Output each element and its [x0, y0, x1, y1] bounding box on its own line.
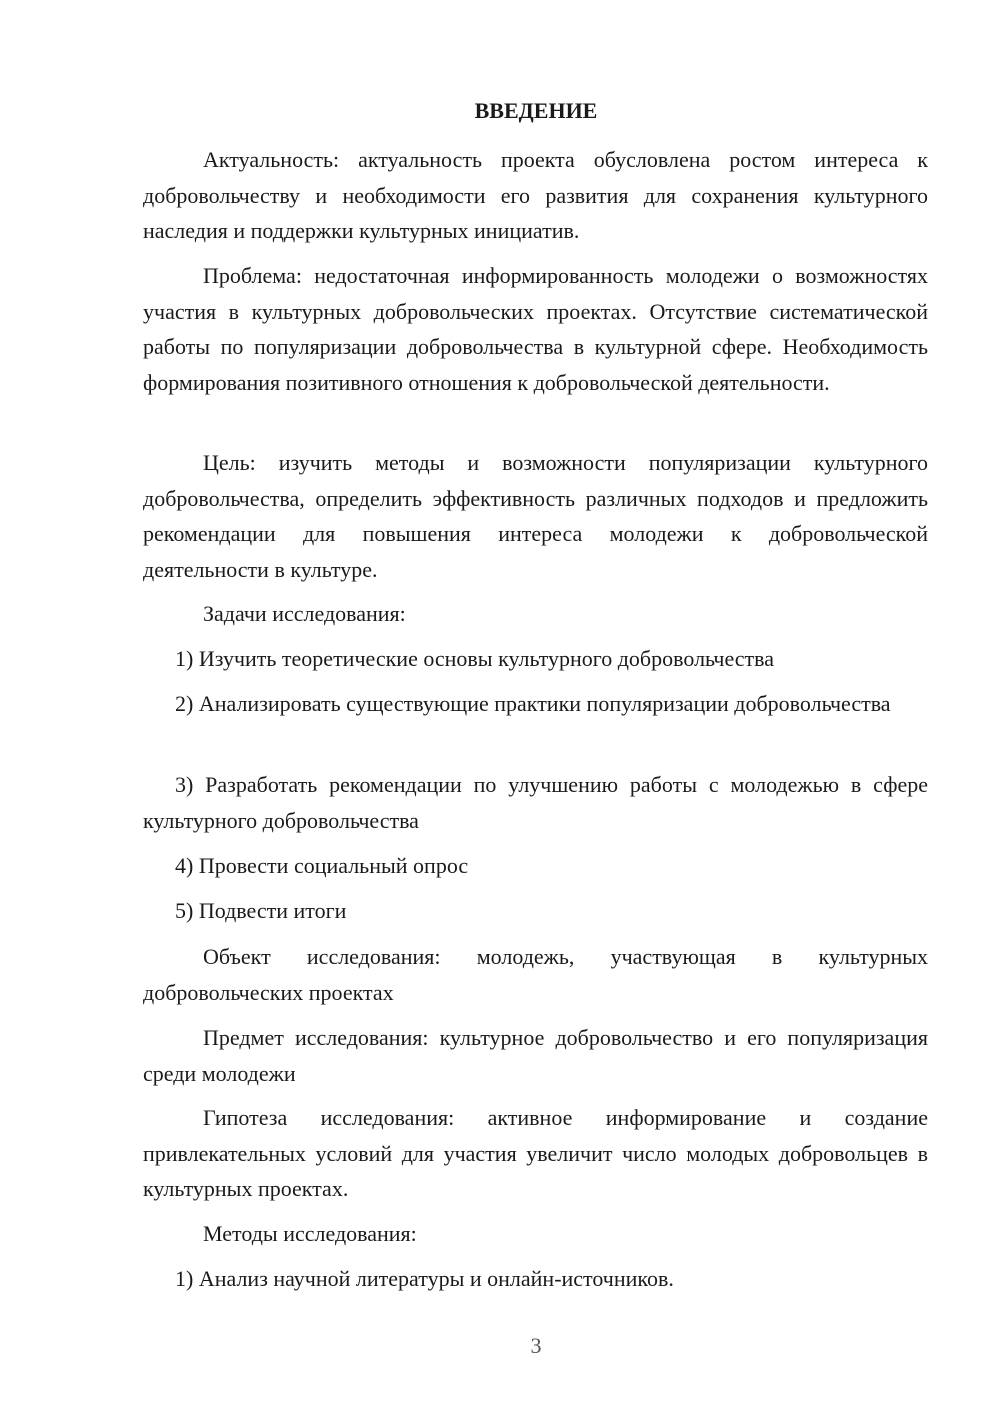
task-item-4 [143, 848, 928, 884]
list-item: 1) Изучить теоретические основы культурного добровольчества [175, 646, 775, 671]
task-item-3 [143, 767, 928, 838]
list-item: 1) Анализ научной литературы и онлайн-источников. [175, 1266, 674, 1291]
object-text: Объект исследования: молодежь, участвующая в культурных добровольческих проектах [143, 944, 928, 1005]
task-item-2 [143, 686, 928, 722]
hypothesis-text: Гипотеза исследования: активное информирование и создание привлекательных условий для участия увеличит число молодых добровольцев в культурных проектах. [143, 1105, 928, 1201]
relevance-text: Актуальность: актуальность проекта обусловлена ростом интереса к добровольчеству и необходимости его развития для сохранения культурного наследия и поддержки культурных инициатив. [143, 147, 928, 243]
subject-text: Предмет исследования: культурное добровольчество и его популяризация среди молодежи [143, 1025, 928, 1086]
paragraph-hypothesis [143, 1100, 928, 1207]
tasks-title-text: Задачи исследования: [203, 601, 406, 626]
task-item-5 [143, 893, 928, 929]
goal-text: Цель: изучить методы и возможности популяризации культурного добровольчества, определить эффективность различных подходов и предложить рекомендации для повышения интереса молодежи к добровольческой деятельности в культуре. [143, 450, 928, 582]
method-item-1 [143, 1261, 928, 1297]
list-item: 3) Разработать рекомендации по улучшению работы с молодежью в сфере культурного добровольчества [143, 772, 928, 833]
methods-title [143, 1216, 928, 1252]
page-number: 3 [530, 1333, 542, 1358]
paragraph-object [143, 939, 928, 1010]
list-item: 4) Провести социальный опрос [175, 853, 469, 878]
paragraph-goal [143, 445, 928, 587]
paragraph-subject [143, 1020, 928, 1091]
problem-text: Проблема: недостаточная информированность молодежи о возможностях участия в культурных добровольческих проектах. Отсутствие систематической работы по популяризации добровольчества в культурной сфере. Необходимость формирования позитивного отношения к добровольческой деятельности. [143, 263, 928, 395]
list-item: 2) Анализировать существующие практики популяризации добровольчества [175, 691, 891, 716]
list-item: 5) Подвести итоги [175, 898, 347, 923]
tasks-title [143, 596, 928, 632]
paragraph-relevance [143, 142, 928, 249]
task-item-1 [143, 641, 928, 677]
methods-title-text: Методы исследования: [203, 1221, 417, 1246]
paragraph-problem [143, 258, 928, 400]
page-title: ВВЕДЕНИЕ [474, 98, 598, 123]
